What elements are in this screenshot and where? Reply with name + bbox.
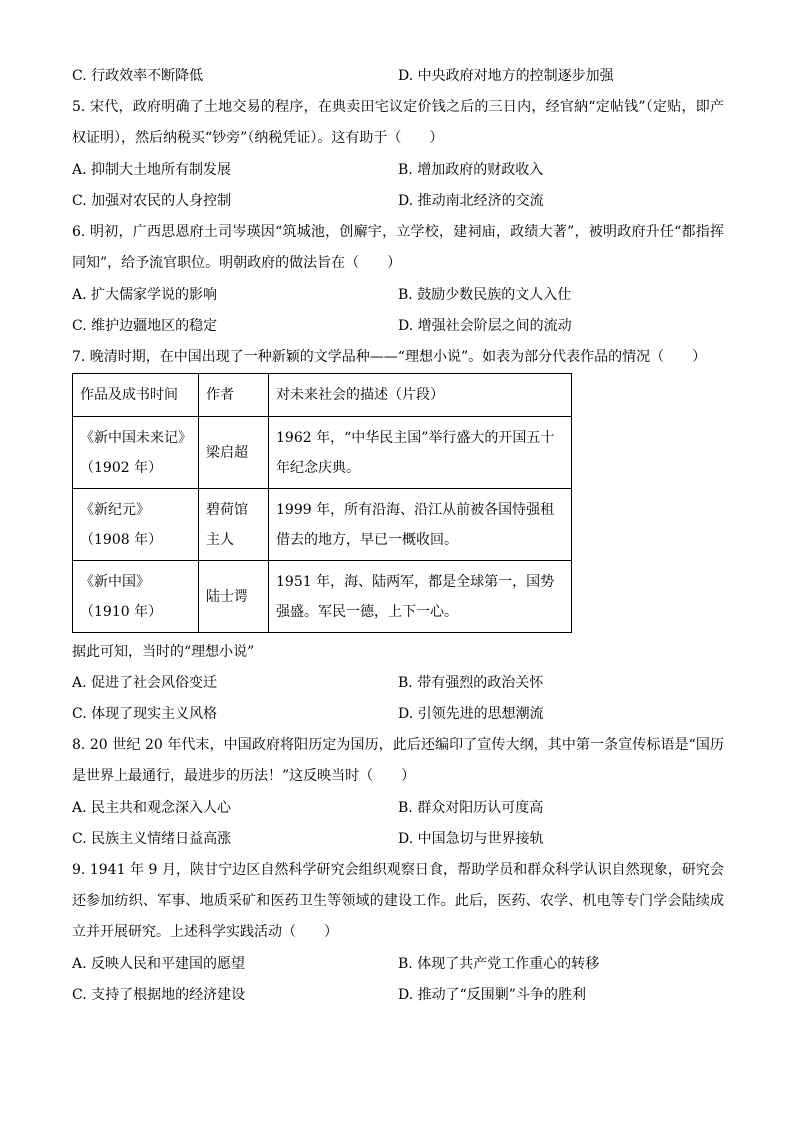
q7-option-a: A. 促进了社会风俗变迁 (72, 675, 218, 691)
q6-option-a: A. 扩大儒家学说的影响 (72, 287, 218, 303)
q9-option-d: D. 推动了“反围剿”斗争的胜利 (398, 987, 586, 1003)
work-title: 《新中国》 (80, 573, 150, 590)
q5-option-b: B. 增加政府的财政收入 (398, 162, 544, 178)
q5-option-d: D. 推动南北经济的交流 (398, 193, 544, 209)
q9-option-c: C. 支持了根据地的经济建设 (72, 987, 246, 1003)
q8-option-a: A. 民主共和观念深入人心 (72, 800, 232, 816)
q5-stem: 5. 宋代，政府明确了土地交易的程序，在典卖田宅议定价钱之后的三日内，经官納“定帖钱”（定贴，即产权证明），然后纳税买“钞旁”（纳税凭证）。这有助于（ ） (72, 99, 724, 146)
table-header-row (73, 374, 572, 417)
q9-option-a: A. 反映人民和平建国的愿望 (72, 956, 246, 972)
work-year: （1910 年） (80, 603, 163, 620)
table-header: 对未来社会的描述（片段） (269, 374, 572, 417)
table-row (73, 561, 572, 633)
description-cell: 1962 年，“中华民主国”举行盛大的开国五十年纪念庆典。 (269, 417, 572, 489)
q7-after-text: 据此可知，当时的“理想小说” (72, 644, 255, 660)
q5-option-c: C. 加强对农民的人身控制 (72, 193, 232, 209)
q9-option-b: B. 体现了共产党工作重心的转移 (398, 956, 600, 972)
work-cell (73, 489, 199, 561)
q7-stem: 7. 晚清时期，在中国出现了一种新颖的文学品种——“理想小说”。如表为部分代表作品的情况（ ） (72, 349, 707, 365)
q8-option-b: B. 群众对阳历认可度高 (398, 800, 544, 816)
q6-option-c: C. 维护边疆地区的稳定 (72, 318, 218, 334)
q4-option-d: D. 中央政府对地方的控制逐步加强 (398, 68, 614, 84)
work-title: 《新中国未来记》 (80, 429, 192, 446)
author-cell: 陆士谔 (199, 561, 269, 633)
q7-table (72, 373, 572, 633)
work-cell (73, 561, 199, 633)
q5-option-a: A. 抑制大土地所有制发展 (72, 162, 232, 178)
q4-option-c: C. 行政效率不断降低 (72, 68, 204, 84)
q8-option-d: D. 中国急切与世界接轨 (398, 831, 544, 847)
q6-option-d: D. 增强社会阶层之间的流动 (398, 318, 572, 334)
q9-stem: 9. 1941 年 9 月，陕甘宁边区自然科学研究会组织观察日食，帮助学员和群众科学认识自然现象，研究会还参加纺织、军事、地质采矿和医药卫生等领域的建设工作。此后，医药、农学、机电等专门学会陆续成立并开展研究。上述科学实践活动（ ） (72, 862, 724, 940)
description-cell: 1999 年，所有沿海、沿江从前被各国恃强租借去的地方，早已一概收回。 (269, 489, 572, 561)
q7-option-b: B. 带有强烈的政治关怀 (398, 675, 544, 691)
table-row (73, 489, 572, 561)
q8-option-c: C. 民族主义情绪日益高涨 (72, 831, 232, 847)
work-cell (73, 417, 199, 489)
q6-option-b: B. 鼓励少数民族的文人入仕 (398, 287, 572, 303)
table-row (73, 417, 572, 489)
table-header: 作者 (199, 374, 269, 417)
q7-option-c: C. 体现了现实主义风格 (72, 706, 218, 722)
q7-option-d: D. 引领先进的思想潮流 (398, 706, 544, 722)
work-year: （1902 年） (80, 459, 163, 476)
table-header: 作品及成书时间 (73, 374, 199, 417)
author-cell: 碧荷馆主人 (199, 489, 269, 561)
q6-stem: 6. 明初，广西思恩府土司岑瑛因“筑城池，创廨宇，立学校，建祠庙，政绩大著”，被明政府升任“都指挥同知”，给予流官职位。明朝政府的做法旨在（ ） (72, 224, 724, 271)
description-cell: 1951 年，海、陆两军，都是全球第一，国势强盛。军民一德，上下一心。 (269, 561, 572, 633)
work-year: （1908 年） (80, 531, 163, 548)
q8-stem: 8. 20 世纪 20 年代末，中国政府将阳历定为国历，此后还编印了宣传大纲，其中第一条宣传标语是“国历是世界上最通行，最进步的历法！”这反映当时（ ） (72, 737, 724, 784)
author-cell: 梁启超 (199, 417, 269, 489)
work-title: 《新纪元》 (80, 501, 150, 518)
